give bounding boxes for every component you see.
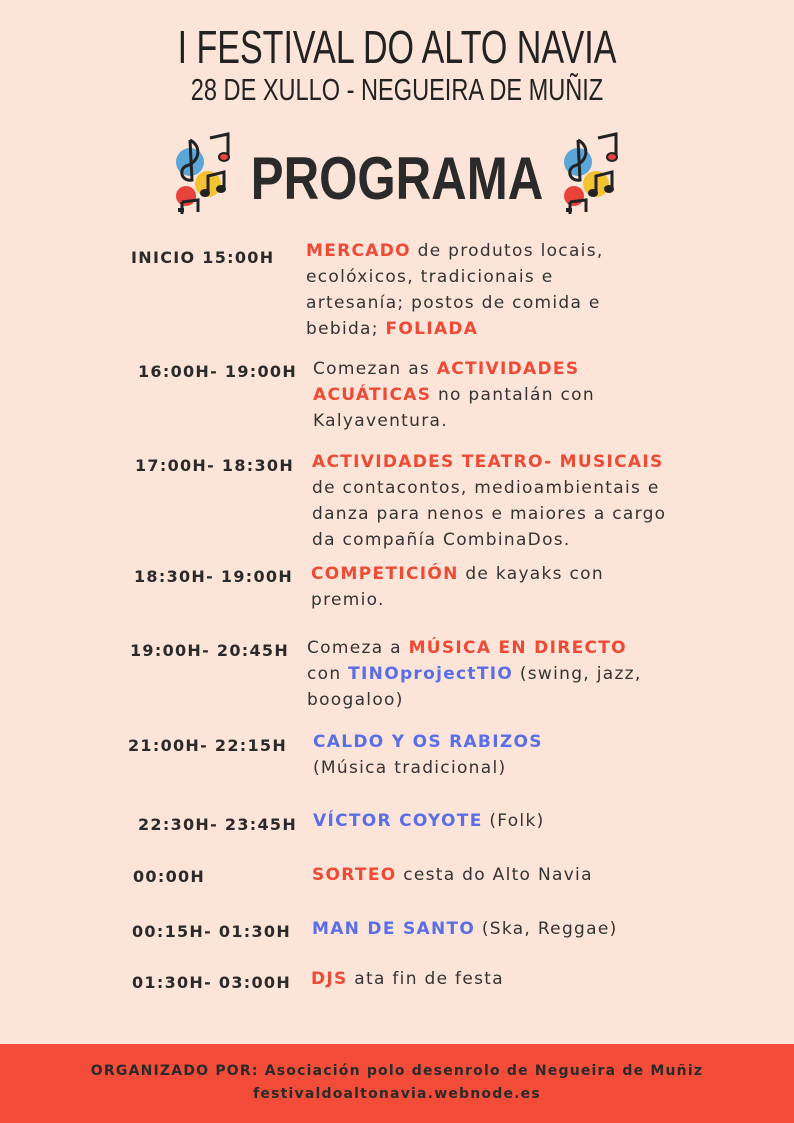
description-text: de kayaks con premio.: [311, 564, 604, 610]
description-text: ata fin de festa: [347, 969, 504, 989]
description-text: Comezan as: [313, 359, 437, 379]
schedule-description: [313, 729, 573, 781]
description-text: de contacontos, medioambientais e danza para nenos e maiores a cargo da compañía CombinaDos.: [312, 478, 667, 550]
schedule-description: [307, 635, 647, 713]
highlight-text: SORTEO: [312, 865, 397, 885]
highlight-text: TINOprojectTIO: [348, 664, 514, 684]
schedule-time: 00:15H- 01:30H: [132, 922, 292, 941]
schedule-description: [312, 449, 687, 553]
description-text: con: [307, 664, 349, 684]
schedule-time: 21:00H- 22:15H: [128, 736, 288, 755]
schedule-time: 16:00H- 19:00H: [138, 362, 298, 381]
highlight-text: DJS: [311, 969, 348, 989]
highlight-text: FOLIADA: [385, 319, 479, 339]
highlight-text: VÍCTOR COYOTE: [313, 811, 483, 831]
footer-organizer: ORGANIZADO POR: Asociación polo desenrolo de Negueira de Muñiz: [90, 1063, 704, 1079]
description-text: Comeza a: [307, 638, 409, 658]
schedule-description: [306, 238, 636, 342]
description-text: (Ska, Reggae): [475, 919, 618, 939]
schedule-description: [311, 561, 641, 613]
highlight-text: MÚSICA EN DIRECTO: [408, 638, 627, 658]
schedule-description: [312, 862, 642, 888]
music-notes-icon: [560, 132, 622, 216]
description-text: (Folk): [482, 811, 545, 831]
description-text: cesta do Alto Navia: [396, 865, 593, 885]
highlight-text: MERCADO: [306, 241, 411, 261]
description-text: de produtos locais, ecolóxicos, tradicionais e artesanía; postos de comida e bebida;: [306, 241, 604, 339]
highlight-text: MAN DE SANTO: [312, 919, 476, 939]
description-text: no pantalán con Kalyaventura.: [313, 385, 595, 431]
schedule-time: 22:30H- 23:45H: [138, 815, 298, 834]
schedule-description: [311, 966, 641, 992]
schedule-time: 19:00H- 20:45H: [130, 641, 290, 660]
schedule-time: 17:00H- 18:30H: [135, 456, 295, 475]
description-text: (swing, jazz, boogaloo): [307, 664, 642, 710]
festival-date-location: 28 DE XULLO - NEGUEIRA DE MUÑIZ: [190, 72, 604, 107]
schedule-description: [313, 356, 633, 434]
programa-heading: PROGRAMA: [250, 145, 544, 212]
description-text: (Música tradicional): [313, 758, 507, 778]
schedule-description: [312, 916, 652, 942]
highlight-text: COMPETICIÓN: [311, 564, 459, 584]
highlight-text: ACTIVIDADES ACUÁTICAS: [313, 359, 580, 405]
schedule-time: 18:30H- 19:00H: [134, 567, 294, 586]
schedule-time: 00:00H: [133, 867, 206, 886]
schedule-time: INICIO 15:00H: [131, 248, 275, 267]
festival-title: I FESTIVAL DO ALTO NAVIA: [177, 21, 617, 73]
schedule-time: 01:30H- 03:00H: [132, 973, 292, 992]
schedule-description: [313, 808, 643, 834]
highlight-text: CALDO Y OS RABIZOS: [313, 732, 543, 752]
highlight-text: ACTIVIDADES TEATRO- MUSICAIS: [312, 452, 664, 472]
footer-banner: [0, 1044, 794, 1123]
footer-website[interactable]: festivaldoaltonavia.webnode.es: [253, 1086, 541, 1102]
